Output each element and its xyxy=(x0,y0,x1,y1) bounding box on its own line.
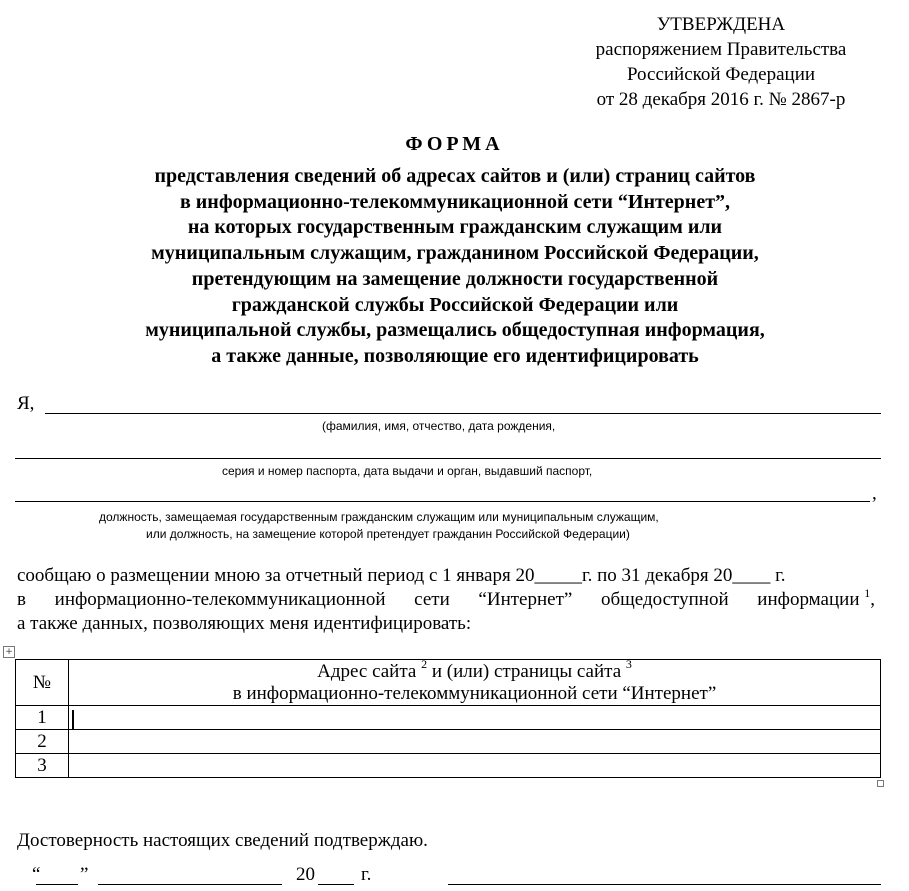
approval-line-3: Российской Федерации xyxy=(626,64,816,85)
position-input-line[interactable] xyxy=(15,501,870,502)
statement-word-last xyxy=(757,585,875,612)
quote-close: ” xyxy=(80,864,89,885)
subtitle-line: муниципальным служащим, гражданином Российской Федерации, xyxy=(151,242,759,265)
passport-input-line[interactable] xyxy=(15,458,881,459)
confirmation-text: Достоверность настоящих сведений подтверждаю. xyxy=(17,830,428,851)
month-input-line[interactable] xyxy=(98,884,282,885)
footnote-3: 3 xyxy=(625,657,632,672)
statement-paragraph xyxy=(17,564,875,636)
text-cursor xyxy=(72,710,74,730)
header-number: № xyxy=(16,660,69,706)
footnote-2: 2 xyxy=(421,657,428,672)
subtitle-line: а также данные, позволяющие его идентифицировать xyxy=(211,344,699,367)
row-address-cell[interactable] xyxy=(69,730,881,754)
statement-line-1: сообщаю о размещении мною за отчетный период с 1 января 20_____г. по 31 декабря 20____ г. xyxy=(17,565,786,586)
sites-table xyxy=(15,659,881,778)
footnote-1: 1 xyxy=(864,585,871,600)
row-address-cell[interactable] xyxy=(69,754,881,778)
table-row xyxy=(16,706,881,730)
subtitle-line: гражданской службы Российской Федерации или xyxy=(231,293,679,316)
statement-word: в xyxy=(17,589,26,610)
form-subtitle xyxy=(40,164,870,370)
year-suffix: г. xyxy=(361,864,372,885)
table-move-handle-icon[interactable]: + xyxy=(3,646,15,658)
statement-line-2 xyxy=(17,585,875,612)
row-number: 3 xyxy=(16,754,69,778)
caption-position-2: или должность, на замещение которой претендует гражданин Российской Федерации) xyxy=(146,527,630,541)
statement-word: информации xyxy=(757,589,860,610)
day-input-line[interactable] xyxy=(36,884,78,885)
header-address xyxy=(69,657,881,706)
year-prefix: 20 xyxy=(296,864,315,885)
subtitle-line: претендующим на замещение должности государственной xyxy=(191,267,719,290)
statement-word: общедоступной xyxy=(601,589,729,610)
row-number: 1 xyxy=(16,706,69,730)
i-label: Я, xyxy=(17,393,35,414)
approval-line-2: распоряжением Правительства xyxy=(595,39,847,60)
name-input-line[interactable] xyxy=(45,413,881,414)
table-row xyxy=(16,754,881,778)
header-part-2: и (или) страницы сайта xyxy=(431,660,622,682)
row-address-cell[interactable] xyxy=(69,706,881,730)
statement-word: информационно-телекоммуникационной xyxy=(54,589,386,610)
caption-position-1: должность, замещаемая государственным гражданским служащим или муниципальным служащим, xyxy=(99,510,659,524)
year-input-line[interactable] xyxy=(318,884,354,885)
subtitle-line: представления сведений об адресах сайтов и (или) страниц сайтов xyxy=(154,165,756,187)
row-number: 2 xyxy=(16,730,69,754)
statement-word: сети xyxy=(414,589,450,610)
table-header-row xyxy=(16,660,881,706)
subtitle-line: муниципальной службы, размещались общедоступная информация, xyxy=(145,319,765,342)
approval-stamp xyxy=(571,12,871,112)
signature-input-line[interactable] xyxy=(448,884,881,885)
approval-line-1: УТВЕРЖДЕНА xyxy=(656,14,786,35)
header-line-2: в информационно-телекоммуникационной сети “Интернет” xyxy=(232,682,717,704)
statement-word: “Интернет” xyxy=(478,589,573,610)
statement-line-3: а также данных, позволяющих меня идентифицировать: xyxy=(17,613,472,634)
subtitle-line: в информационно-телекоммуникационной сети “Интернет”, xyxy=(179,190,731,213)
quote-open: “ xyxy=(32,864,41,885)
form-title: ФОРМА xyxy=(405,133,504,155)
subtitle-line: на которых государственным гражданским служащим или xyxy=(187,216,723,239)
table-row xyxy=(16,730,881,754)
caption-name: (фамилия, имя, отчество, дата рождения, xyxy=(322,419,556,433)
table-resize-handle[interactable] xyxy=(877,780,884,787)
header-part-1: Адрес сайта xyxy=(317,660,417,682)
position-comma: , xyxy=(872,483,877,504)
statement-comma: , xyxy=(870,589,875,610)
approval-line-4: от 28 декабря 2016 г. № 2867-р xyxy=(596,89,846,110)
caption-passport: серия и номер паспорта, дата выдачи и орган, выдавший паспорт, xyxy=(222,464,593,478)
